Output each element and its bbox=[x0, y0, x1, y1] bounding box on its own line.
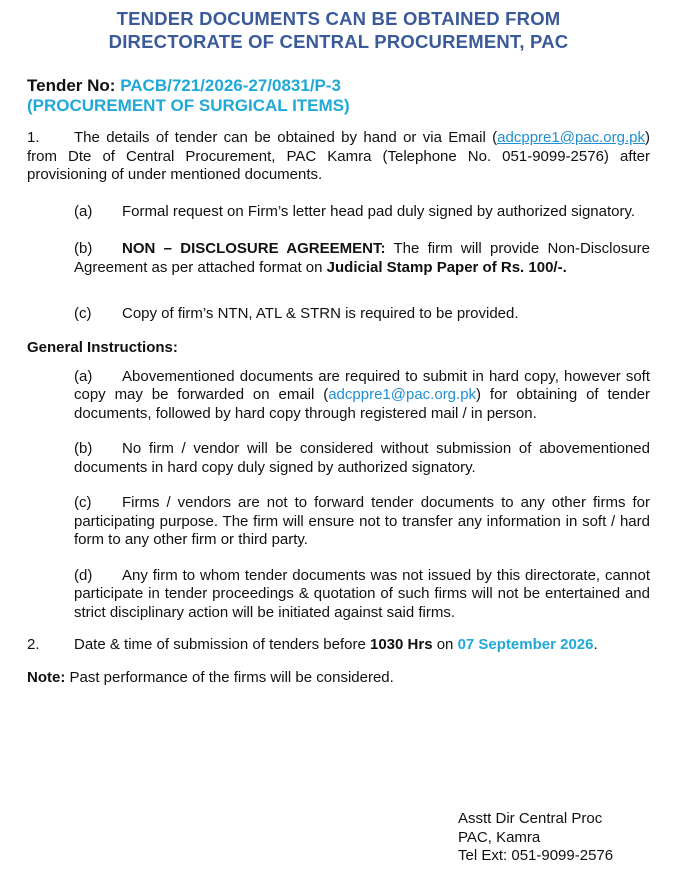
item-text: Copy of firm’s NTN, ATL & STRN is required to be provided. bbox=[122, 305, 519, 322]
paragraph-text: The details of tender can be obtained by hand or via Email ( bbox=[74, 129, 498, 146]
paragraph-text: Date & time of submission of tenders before bbox=[74, 636, 370, 653]
stamp-paper-requirement: Judicial Stamp Paper of Rs. 100/-. bbox=[326, 258, 567, 276]
tender-notice bbox=[27, 0, 650, 687]
instruction-b bbox=[74, 440, 650, 477]
paragraph-number: 1. bbox=[27, 129, 40, 146]
item-label: (c) bbox=[74, 494, 92, 511]
paragraph-2 bbox=[27, 636, 650, 655]
item-text: Firms / vendors are not to forward tender documents to any other firms for participating purpose. The firm will ensure not to transfer any information in soft / hard form to any other firm or third party. bbox=[74, 494, 650, 548]
notice-header bbox=[27, 7, 650, 53]
paragraph-text: on bbox=[432, 636, 458, 653]
email-link[interactable]: adcppre1@pac.org.pk bbox=[328, 386, 477, 403]
general-instructions-title: General Instructions: bbox=[27, 338, 178, 356]
signature-block bbox=[458, 810, 613, 866]
paragraph-1 bbox=[27, 129, 650, 185]
tender-number-line bbox=[27, 76, 650, 96]
submission-time: 1030 Hrs bbox=[369, 636, 433, 653]
header-line-2: DIRECTORATE OF CENTRAL PROCUREMENT, PAC bbox=[108, 31, 569, 52]
sub-item-a bbox=[74, 203, 650, 222]
instruction-c bbox=[74, 494, 650, 550]
submission-date: 07 September 2026 bbox=[457, 636, 594, 653]
item-label: (a) bbox=[74, 367, 93, 385]
paragraph-number: 2. bbox=[27, 636, 40, 653]
item-label: (d) bbox=[74, 566, 93, 584]
item-text: Formal request on Firm’s letter head pad duly signed by authorized signatory. bbox=[122, 202, 636, 220]
sub-item-b bbox=[74, 240, 650, 277]
tender-label: Tender No: bbox=[27, 76, 121, 95]
paragraph-text: ) from Dte of Central Procurement, PAC Kamra (Telephone No. 051-9099-2576) after provisioning of under mentioned documents. bbox=[27, 129, 650, 183]
tender-number: PACB/721/2026-27/0831/P-3 bbox=[120, 76, 342, 95]
header-line-1: TENDER DOCUMENTS CAN BE OBTAINED FROM bbox=[116, 8, 561, 29]
item-label: (c) bbox=[74, 305, 92, 322]
note-text: Past performance of the firms will be considered. bbox=[65, 668, 394, 686]
signatory-title: Asstt Dir Central Proc bbox=[458, 810, 603, 827]
nda-heading: NON – DISCLOSURE AGREEMENT: bbox=[122, 240, 386, 257]
email-link[interactable]: adcppre1@pac.org.pk bbox=[497, 129, 645, 146]
note bbox=[27, 669, 650, 688]
item-text: ) for obtaining of tender documents, followed by hard copy through registered mail / in person. bbox=[74, 386, 650, 422]
signatory-phone: Tel Ext: 051-9099-2576 bbox=[458, 847, 614, 864]
item-label: (b) bbox=[74, 440, 93, 457]
item-text: The firm will provide Non-Disclosure Agreement as per attached format on bbox=[74, 240, 650, 276]
sub-item-c bbox=[74, 305, 650, 324]
paragraph-text: . bbox=[593, 636, 598, 653]
tender-subject: (PROCUREMENT OF SURGICAL ITEMS) bbox=[27, 96, 350, 115]
item-label: (a) bbox=[74, 202, 93, 220]
note-label: Note: bbox=[27, 668, 66, 686]
item-label: (b) bbox=[74, 240, 93, 257]
item-text: Abovementioned documents are required to submit in hard copy, however soft copy may be forwarded on email ( bbox=[74, 367, 650, 403]
instruction-a bbox=[74, 368, 650, 424]
signatory-location: PAC, Kamra bbox=[458, 828, 541, 846]
item-text: No firm / vendor will be considered without submission of abovementioned documents in hard copy duly signed by authorized signatory. bbox=[74, 440, 650, 476]
instruction-d bbox=[74, 567, 650, 623]
item-text: Any firm to whom tender documents was not issued by this directorate, cannot participate in tender proceedings & quotation of such firms will not be entertained and strict disciplinary action will be initiated against said firms. bbox=[74, 566, 650, 621]
